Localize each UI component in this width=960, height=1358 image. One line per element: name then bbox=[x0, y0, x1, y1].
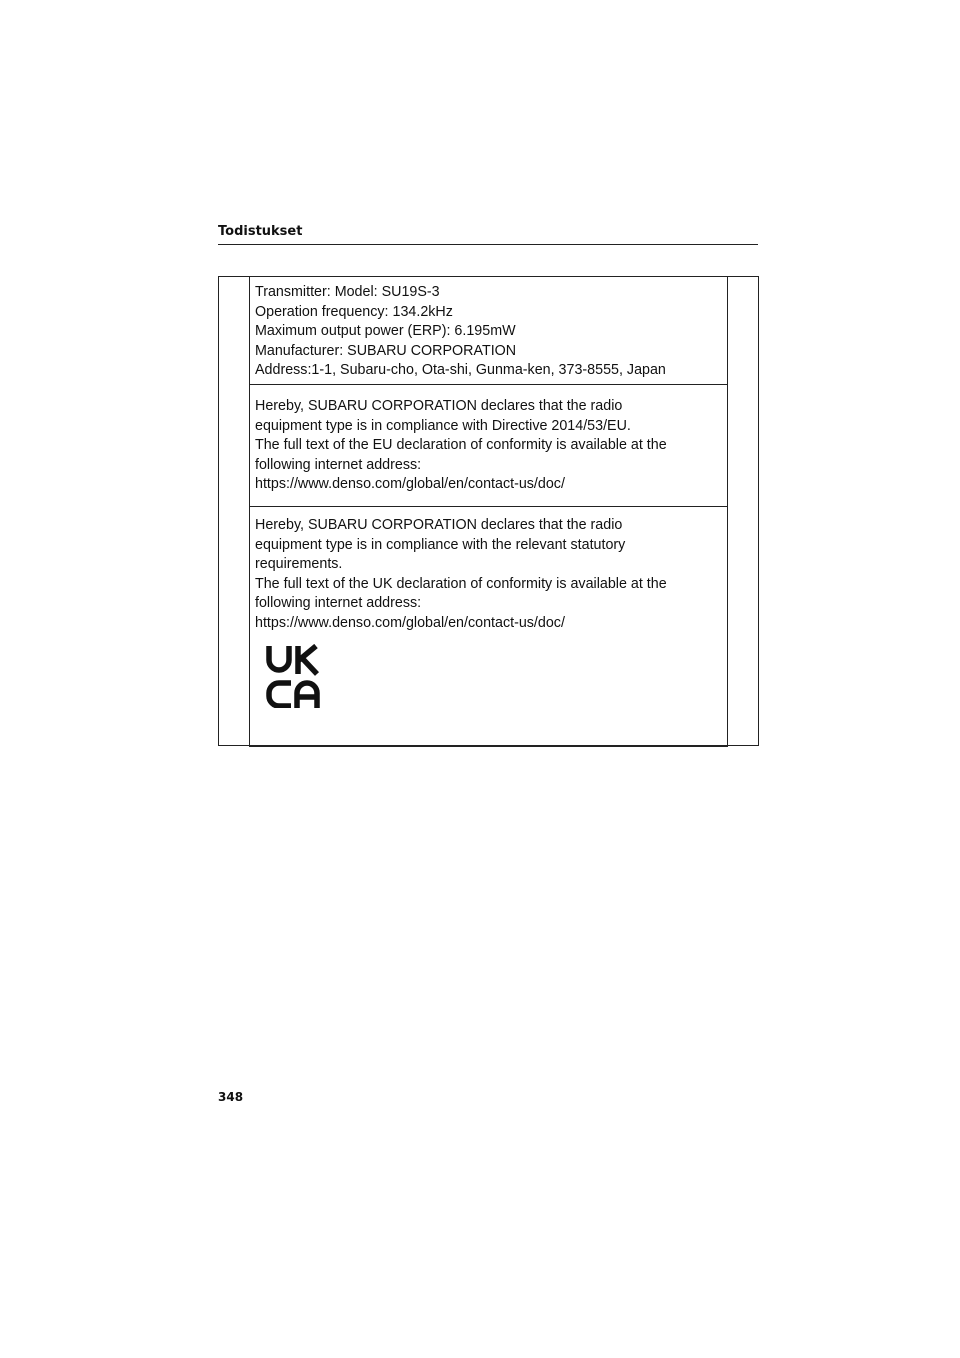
text-line: following internet address: bbox=[255, 595, 422, 611]
eu-declaration-block bbox=[250, 385, 727, 507]
ukca-letter-a bbox=[297, 683, 317, 708]
text-line: The full text of the UK declaration of conformity is available at the bbox=[255, 575, 667, 592]
ukca-letter-u bbox=[269, 646, 289, 670]
text-line: Manufacturer: SUBARU CORPORATION bbox=[255, 342, 517, 359]
text-line: https://www.denso.com/global/en/contact-us/doc/ bbox=[255, 614, 565, 631]
text-line: https://www.denso.com/global/en/contact-us/doc/ bbox=[255, 476, 565, 492]
transmitter-info-block bbox=[250, 277, 727, 385]
section-title: Todistukset bbox=[218, 224, 303, 239]
text-line: Hereby, SUBARU CORPORATION declares that the radio bbox=[255, 517, 623, 533]
ukca-letter-c bbox=[269, 683, 291, 706]
text-line: Address:1-1, Subaru-cho, Ota-shi, Gunma-ken, 373-8555, Japan bbox=[255, 362, 666, 378]
text-line: equipment type is in compliance with the relevant statutory bbox=[255, 536, 626, 553]
text-line: The full text of the EU declaration of conformity is available at the bbox=[255, 437, 667, 453]
text-line: Maximum output power (ERP): 6.195mW bbox=[255, 323, 516, 339]
text-line: requirements. bbox=[255, 556, 343, 572]
text-line: equipment type is in compliance with Directive 2014/53/EU. bbox=[255, 417, 631, 434]
ukca-mark-icon bbox=[266, 644, 324, 708]
text-line: Transmitter: Model: SU19S-3 bbox=[255, 284, 440, 300]
text-line: Hereby, SUBARU CORPORATION declares that the radio bbox=[255, 398, 623, 414]
text-line: Operation frequency: 134.2kHz bbox=[255, 303, 453, 320]
section-header bbox=[218, 224, 758, 245]
declaration-box bbox=[249, 276, 728, 747]
uk-declaration-block bbox=[250, 507, 727, 745]
ukca-letter-k bbox=[298, 646, 317, 674]
text-line: following internet address: bbox=[255, 456, 422, 473]
page-number: 348 bbox=[218, 1090, 244, 1104]
